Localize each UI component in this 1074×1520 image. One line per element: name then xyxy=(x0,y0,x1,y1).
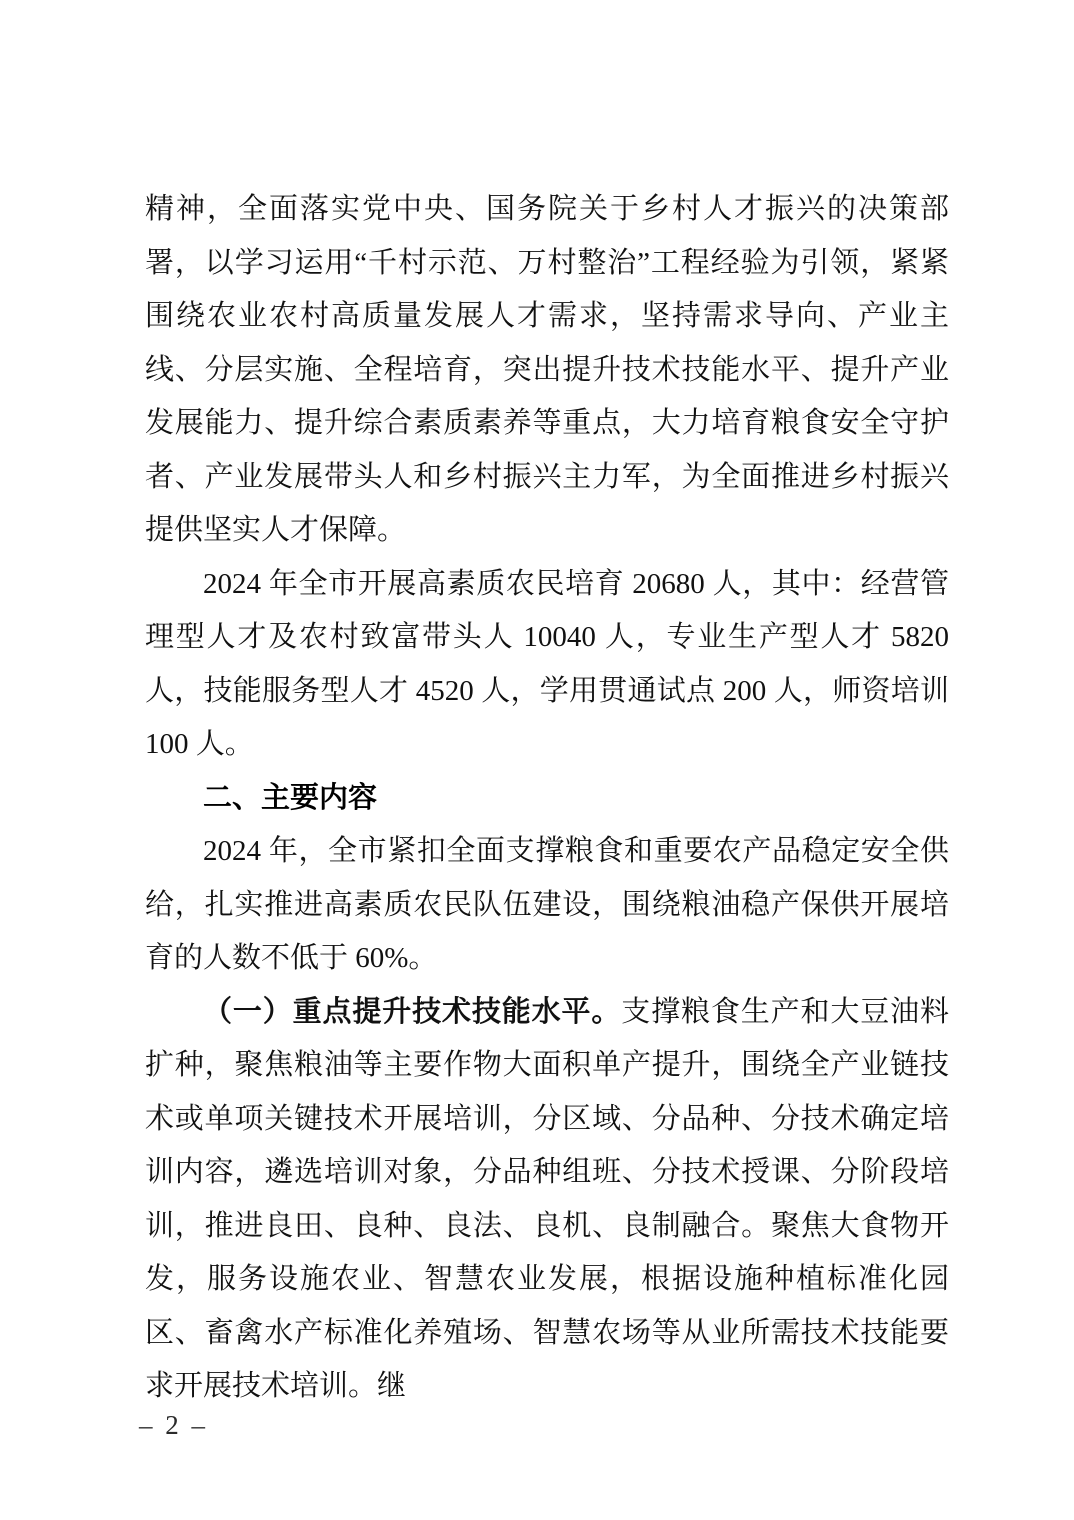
item1-lead-title: （一）重点提升技术技能水平。 xyxy=(203,995,622,1028)
paragraph-item1-skills xyxy=(145,986,949,1414)
paragraph-training-stats: 2024 年全市开展高素质农民培育 20680 人，其中：经营管理型人才及农村致富带头人 10040 人，专业生产型人才 5820 人，技能服务型人才 4520 人，学用贯通试点 200 人，师资培训 100 人。 xyxy=(145,567,949,760)
document-body xyxy=(145,183,949,1414)
paragraph-continuation: 精神，全面落实党中央、国务院关于乡村人才振兴的决策部署，以学习运用“千村示范、万村整治”工程经验为引领，紧紧围绕农业农村高质量发展人才需求，坚持需求导向、产业主线、分层实施、全程培育，突出提升技术技能水平、提升产业发展能力、提升综合素质素养等重点，大力培育粮食安全守护者、产业发展带头人和乡村振兴主力军，为全面推进乡村振兴提供坚实人才保障。 xyxy=(145,193,949,546)
paragraph-overview: 2024 年，全市紧扣全面支撑粮食和重要农产品稳定安全供给，扎实推进高素质农民队伍建设，围绕粮油稳产保供开展培育的人数不低于 60%。 xyxy=(145,835,949,974)
item1-body-text: 支撑粮食生产和大豆油料扩种，聚焦粮油等主要作物大面积单产提升，围绕全产业链技术或单项关键技术开展培训，分区域、分品种、分技术确定培训内容，遴选培训对象，分品种组班、分技术授课、分阶段培训，推进良田、良种、良法、良机、良制融合。聚焦大食物开发，服务设施农业、智慧农业发展，根据设施种植标准化园区、畜禽水产标准化养殖场、智慧农场等从业所需技术技能要求开展技术培训。继 xyxy=(145,995,949,1402)
page-number: – 2 – xyxy=(139,1410,208,1440)
section-heading-main-content: 二、主要内容 xyxy=(203,781,378,814)
